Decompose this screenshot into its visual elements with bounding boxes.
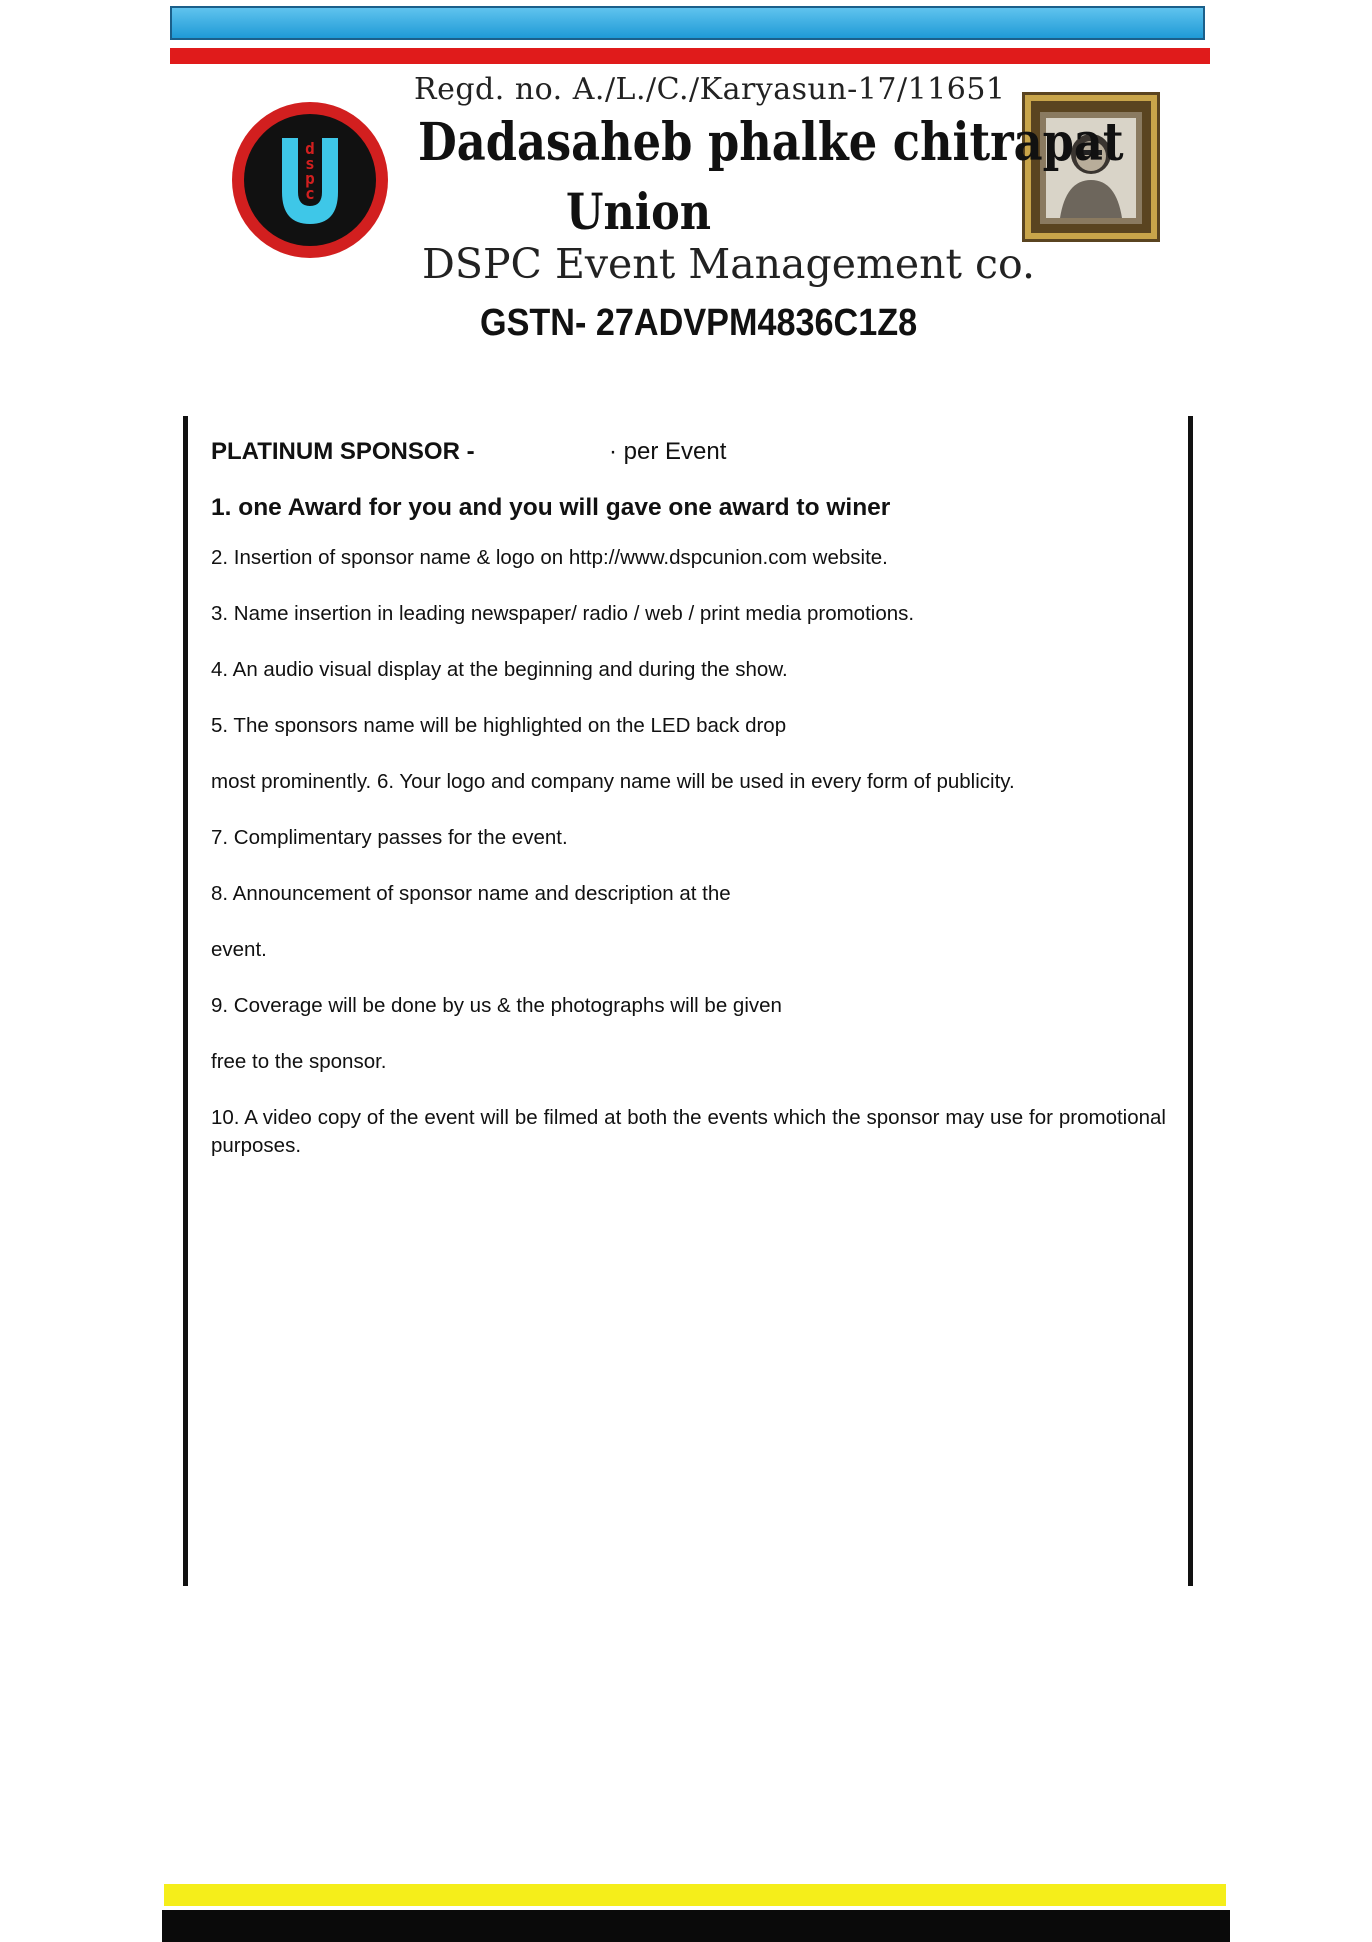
right-border-line (1188, 416, 1193, 1586)
sponsor-title: PLATINUM SPONSOR - (211, 438, 475, 465)
logo-letter: s (305, 154, 315, 173)
org-name-line1: Dadasaheb phalke chitrapat (418, 112, 1124, 173)
benefit-item-7: 7. Complimentary passes for the event. (211, 826, 568, 849)
benefit-item-1: 1. one Award for you and you will gave one award to winer (211, 494, 891, 521)
company-name: DSPC Event Management co. (422, 240, 1036, 288)
logo-letters (305, 139, 315, 203)
benefit-item-9: 9. Coverage will be done by us & the photographs will be given (211, 994, 782, 1017)
benefit-item-3: 3. Name insertion in leading newspaper/ radio / web / print media promotions. (211, 602, 915, 625)
logo-letter: c (305, 184, 315, 203)
gstn-number: GSTN- 27ADVPM4836C1Z8 (480, 302, 918, 344)
registration-number: Regd. no. A./L./C./Karyasun-17/11651 (414, 72, 1006, 107)
logo-letter: d (305, 139, 315, 158)
bottom-yellow-bar (164, 1884, 1226, 1906)
benefit-item-5: 5. The sponsors name will be highlighted on the LED back drop (211, 714, 787, 737)
sponsor-heading (211, 430, 1166, 474)
benefit-item-9-cont: free to the sponsor. (211, 1050, 387, 1073)
benefit-item-8: 8. Announcement of sponsor name and description at the (211, 882, 731, 905)
left-border-line (183, 416, 188, 1586)
top-blue-bar (170, 6, 1205, 40)
per-event-label: · per Event (609, 438, 727, 465)
sponsor-details (211, 430, 1166, 1160)
bottom-black-bar (162, 1910, 1230, 1942)
benefit-item-8-cont: event. (211, 938, 267, 961)
logo-letter: p (305, 169, 315, 188)
benefit-item-2: 2. Insertion of sponsor name & logo on http://www.dspcunion.com website. (211, 546, 888, 569)
org-name-line2: Union (566, 182, 712, 241)
benefit-item-10: 10. A video copy of the event will be filmed at both the events which the sponsor may use for promotional purposes. (211, 1106, 1166, 1157)
dspc-logo-icon (230, 100, 390, 260)
benefit-item-4: 4. An audio visual display at the beginning and during the show. (211, 658, 788, 681)
top-red-bar (170, 48, 1210, 64)
benefit-item-5-cont: most prominently. 6. Your logo and company name will be used in every form of publicity. (211, 770, 1015, 793)
